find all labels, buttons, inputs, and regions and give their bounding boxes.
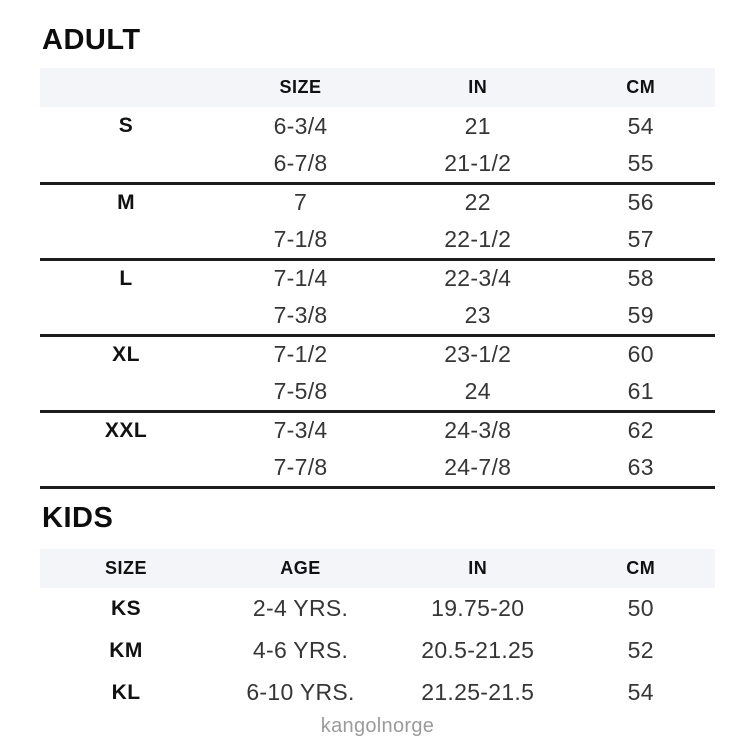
cell-size: 6-3/4 — [273, 112, 328, 139]
table-row — [40, 449, 715, 487]
size-letter: XL — [112, 342, 140, 366]
adult-table-header — [40, 68, 715, 107]
table-row — [40, 335, 715, 373]
cell-cm: 63 — [627, 453, 654, 480]
table-row — [40, 297, 715, 335]
cell-age: 2-4 YRS. — [252, 595, 349, 621]
table-row — [40, 259, 715, 297]
header-row — [40, 68, 715, 107]
table-row — [40, 183, 715, 221]
cell-cm: 55 — [627, 149, 654, 176]
cell-size: 7-7/8 — [273, 453, 328, 480]
cell-in: 24-3/8 — [444, 417, 512, 444]
table-row — [40, 373, 715, 411]
kids-section-title: KIDS — [42, 501, 114, 534]
cell-in: 23 — [464, 301, 491, 328]
header-cell-age: AGE — [212, 549, 389, 588]
cell-size: 7 — [294, 189, 308, 216]
size-letter-blank — [40, 449, 212, 487]
table-row — [40, 221, 715, 259]
size-group-xxl — [40, 411, 715, 487]
cell-size: 7-1/2 — [273, 341, 328, 368]
cell-cm: 61 — [627, 377, 654, 404]
adult-section-title: ADULT — [42, 24, 141, 56]
adult-size-table — [40, 68, 715, 489]
table-row — [40, 672, 715, 714]
cell-age: 4-6 YRS. — [252, 637, 349, 663]
cell-size: 7-5/8 — [273, 377, 328, 404]
table-row — [40, 630, 715, 672]
size-letter: KL — [111, 680, 141, 704]
size-letter: L — [119, 266, 133, 290]
cell-cm: 57 — [627, 225, 654, 252]
cell-cm: 52 — [627, 637, 654, 663]
size-letter: M — [117, 190, 136, 214]
size-letter: KS — [110, 596, 142, 620]
cell-in: 24 — [464, 377, 491, 404]
cell-size: 7-1/4 — [273, 265, 328, 292]
cell-cm: 59 — [627, 301, 654, 328]
cell-size: 7-1/8 — [273, 225, 328, 252]
cell-in: 19.75-20 — [431, 595, 525, 621]
cell-in: 24-7/8 — [444, 453, 512, 480]
size-letter-blank — [40, 297, 212, 335]
cell-in: 21 — [464, 112, 491, 139]
table-row — [40, 411, 715, 449]
header-cell-in: IN — [389, 549, 567, 588]
kids-table-body — [40, 588, 715, 714]
size-group-m — [40, 183, 715, 259]
cell-in: 21-1/2 — [444, 149, 512, 176]
kids-size-table — [40, 549, 715, 714]
header-cell-in: IN — [389, 68, 567, 107]
cell-cm: 62 — [627, 417, 654, 444]
header-cell-size: SIZE — [212, 68, 389, 107]
header-cell-cm: CM — [566, 68, 715, 107]
size-group-l — [40, 259, 715, 335]
kids-table-header — [40, 549, 715, 588]
size-letter: KM — [109, 638, 143, 662]
size-group-s — [40, 107, 715, 183]
cell-in: 22 — [464, 189, 491, 216]
cell-size: 7-3/8 — [273, 301, 328, 328]
cell-in: 22-1/2 — [444, 225, 512, 252]
cell-cm: 54 — [627, 679, 654, 705]
cell-cm: 54 — [627, 112, 654, 139]
size-letter: XXL — [104, 418, 148, 442]
table-row — [40, 145, 715, 183]
size-letter-blank — [40, 221, 212, 259]
table-row — [40, 107, 715, 145]
table-row — [40, 588, 715, 630]
cell-cm: 56 — [627, 189, 654, 216]
header-cell-cm: CM — [566, 549, 715, 588]
watermark-text: kangolnorge — [320, 714, 435, 737]
header-cell-size: SIZE — [40, 549, 212, 588]
cell-in: 20.5-21.25 — [421, 637, 535, 663]
cell-cm: 60 — [627, 341, 654, 368]
cell-in: 21.25-21.5 — [421, 679, 535, 705]
size-letter-blank — [40, 373, 212, 411]
cell-age: 6-10 YRS. — [246, 679, 355, 705]
size-group-xl — [40, 335, 715, 411]
footer — [40, 715, 715, 738]
size-letter-blank — [40, 145, 212, 183]
cell-in: 23-1/2 — [444, 341, 512, 368]
header-cell-blank — [40, 68, 212, 107]
cell-cm: 50 — [627, 595, 654, 621]
cell-in: 22-3/4 — [444, 265, 512, 292]
header-row — [40, 549, 715, 588]
cell-cm: 58 — [627, 265, 654, 292]
cell-size: 6-7/8 — [273, 149, 328, 176]
cell-size: 7-3/4 — [273, 417, 328, 444]
size-letter: S — [118, 114, 134, 137]
